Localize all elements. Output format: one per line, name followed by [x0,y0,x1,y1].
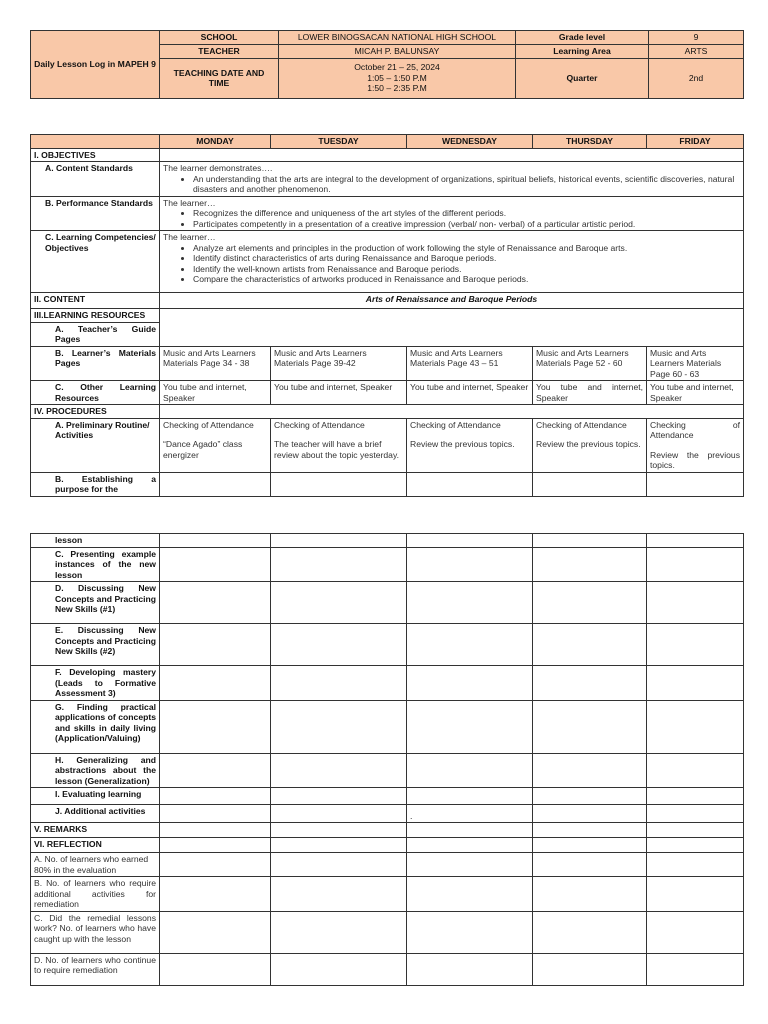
attendance-text: Checking of Attendance [410,419,501,430]
activity-text: Review the previous topics. [410,439,515,449]
quarter-label: Quarter [516,58,649,98]
cell [407,547,533,582]
establishing-label-top: B. Establishing a purpose for the [31,472,160,496]
cell [647,700,744,753]
competency-bullet: • Analyze art elements and principles in the production of work following the style of Renaissance and Baroque arts. [193,243,740,254]
preliminary-wednesday [407,418,533,472]
cell [533,547,647,582]
cell [533,953,647,985]
teachers-guide-label: A. Teacher’s Guide Pages [31,322,160,346]
cell [647,753,744,788]
procedures-label: IV. PROCEDURES [31,405,160,419]
cell [533,823,647,838]
performance-standards-label: B. Performance Standards [31,196,160,231]
teacher-label: TEACHER [160,44,279,58]
cell [647,911,744,953]
other-resources-label: C. Other Learning Resources [31,381,160,405]
cell [533,582,647,624]
performance-bullet: • Recognizes the difference and uniqueness of the art styles of the different periods. [193,208,740,219]
cell [271,534,407,548]
day-header-blank [31,135,160,149]
cell [533,788,647,805]
day-tuesday: TUESDAY [271,135,407,149]
activity-text: Review the previous topics. [536,439,641,449]
cell [533,753,647,788]
presenting-label: C. Presenting example instances of the new lesson [31,547,160,582]
header-table [30,30,744,99]
cell [271,953,407,985]
content-intro: The learner demonstrates…. [163,163,273,173]
other-thursday: You tube and internet, Speaker [533,381,647,405]
cell [271,472,407,496]
grade-value: 9 [649,31,744,45]
cell [647,666,744,701]
learners-wednesday: Music and Arts Learners Materials Page 43 – 51 [407,346,533,381]
cell [160,877,271,912]
cell [271,582,407,624]
cell [647,788,744,805]
preliminary-monday [160,418,271,472]
objectives-label: I. OBJECTIVES [31,148,160,162]
procedures-blank [160,405,744,419]
cell [160,666,271,701]
other-friday: You tube and internet, Speaker [647,381,744,405]
cell [647,624,744,666]
cell [160,547,271,582]
cell [271,805,407,823]
date-label: TEACHING DATE AND TIME [160,58,279,98]
time-line-2: 1:50 – 2:35 P.M [367,83,427,94]
day-wednesday: WEDNESDAY [407,135,533,149]
attendance-text: Checking of Attendance [650,419,740,440]
cell [533,534,647,548]
attendance-text: Checking of Attendance [274,419,365,430]
cell [271,911,407,953]
cell [271,853,407,877]
cell [160,700,271,753]
cell [647,823,744,838]
day-friday: FRIDAY [647,135,744,149]
cell [271,877,407,912]
cell [160,788,271,805]
learners-monday: Music and Arts Learners Materials Page 34 - 38 [160,346,271,381]
school-value: LOWER BINOGSACAN NATIONAL HIGH SCHOOL [279,31,516,45]
content-standards-value [160,162,744,197]
learners-tuesday: Music and Arts Learners Materials Page 39-42 [271,346,407,381]
cell [160,534,271,548]
reflection-c-label: C. Did the remedial lessons work? No. of learners who have caught up with the lesson [31,911,160,953]
cell [160,624,271,666]
lesson-table-2 [30,533,744,986]
cell [160,472,271,496]
cell [647,877,744,912]
other-tuesday: You tube and internet, Speaker [271,381,407,405]
cell [533,805,647,823]
cell [407,582,533,624]
date-value [279,58,516,98]
preliminary-tuesday [271,418,407,472]
cell [407,823,533,838]
cell [647,472,744,496]
cell [407,911,533,953]
preliminary-label: A. Preliminary Routine/ Activities [31,418,160,472]
cell [160,953,271,985]
cell [533,666,647,701]
cell [533,624,647,666]
reflection-label: VI. REFLECTION [31,838,160,853]
cell [271,700,407,753]
content-label: II. CONTENT [31,293,160,309]
school-label: SCHOOL [160,31,279,45]
performance-bullet: • Participates competently in a presentation of a creative impression (verbal/ non- verbal) of a particular artistic period. [193,219,740,230]
cell [533,877,647,912]
reflection-b-label: B. No. of learners who require additional activities for remediation [31,877,160,912]
objectives-blank [160,148,744,162]
cell [407,788,533,805]
cell [160,582,271,624]
cell [407,624,533,666]
performance-intro: The learner… [163,197,216,208]
cell [407,666,533,701]
cell [160,823,271,838]
cell [407,753,533,788]
cell [407,534,533,548]
cell [160,853,271,877]
teacher-value: MICAH P. BALUNSAY [279,44,516,58]
competency-bullet: • Identify the well-known artists from Renaissance and Baroque periods. [193,264,740,275]
activity-text: The teacher will have a brief review about the topic yesterday. [274,439,399,460]
time-line-1: 1:05 – 1:50 P.M [367,72,427,83]
cell [271,547,407,582]
cell [407,838,533,853]
area-value: ARTS [649,44,744,58]
log-title: Daily Lesson Log in MAPEH 9 [31,31,160,99]
cell [533,853,647,877]
cell [407,853,533,877]
activity-text: Review the previous topics. [650,449,740,470]
date-line-1: October 21 – 25, 2024 [354,62,440,73]
cell [407,472,533,496]
cell [271,838,407,853]
competencies-intro: The learner… [163,232,216,242]
cell [160,911,271,953]
competency-bullet: • Identify distinct characteristics of arts during Renaissance and Baroque periods. [193,253,740,264]
reflection-a-label: A. No. of learners who earned 80% in the evaluation [31,853,160,877]
reflection-d-label: D. No. of learners who continue to require remediation [31,953,160,985]
preliminary-thursday [533,418,647,472]
quarter-value: 2nd [649,58,744,98]
learners-friday: Music and Arts Learners Materials Page 60 - 63 [647,346,744,381]
discussing-2-label: E. Discussing New Concepts and Practicing New Skills (#2) [31,624,160,666]
competencies-value [160,231,744,293]
resources-blank [160,309,744,347]
resources-label: III.LEARNING RESOURCES [31,309,160,323]
activity-text: “Dance Agado” class energizer [163,439,243,460]
generalization-label: H. Generalizing and abstractions about the lesson (Generalization) [31,753,160,788]
competency-bullet: • Compare the characteristics of artworks produced in Renaissance and Baroque periods. [193,274,740,285]
cell [407,700,533,753]
cell [407,877,533,912]
attendance-text: Checking of Attendance [536,419,627,430]
cell [271,823,407,838]
cell [647,534,744,548]
cell [647,582,744,624]
content-standards-label: A. Content Standards [31,162,160,197]
performance-standards-value [160,196,744,231]
cell [160,805,271,823]
cell [647,838,744,853]
day-thursday: THURSDAY [533,135,647,149]
cell [647,853,744,877]
learners-materials-label: B. Learner’s Materials Pages [31,346,160,381]
evaluating-label: I. Evaluating learning [31,788,160,805]
learners-thursday: Music and Arts Learners Materials Page 52 - 60 [533,346,647,381]
cell [533,911,647,953]
cell [271,788,407,805]
developing-mastery-label: F. Developing mastery (Leads to Formative Assessment 3) [31,666,160,701]
establishing-label-bottom: lesson [31,534,160,548]
cell [647,547,744,582]
remarks-label: V. REMARKS [31,823,160,838]
cell [271,753,407,788]
other-monday: You tube and internet, Speaker [160,381,271,405]
discussing-1-label: D. Discussing New Concepts and Practicing New Skills (#1) [31,582,160,624]
additional-wednesday: . [407,805,533,823]
day-monday: MONDAY [160,135,271,149]
content-bullet: • An understanding that the arts are integral to the development of organizations, spiritual beliefs, historical events, scientific discoveries, natural disasters and another phenomenon. [193,174,740,195]
content-value: Arts of Renaissance and Baroque Periods [160,293,744,309]
cell [647,805,744,823]
competencies-label: C. Learning Competencies/ Objectives [31,231,160,293]
cell [271,666,407,701]
cell [160,753,271,788]
lesson-table-1 [30,134,744,497]
additional-activities-label: J. Additional activities [31,805,160,823]
other-wednesday: You tube and internet, Speaker [407,381,533,405]
cell [407,953,533,985]
cell [533,838,647,853]
cell [533,472,647,496]
cell [533,700,647,753]
attendance-text: Checking of Attendance [163,419,254,430]
cell [160,838,271,853]
grade-label: Grade level [516,31,649,45]
application-label: G. Finding practical applications of concepts and skills in daily living (Application/Valuing) [31,700,160,753]
area-label: Learning Area [516,44,649,58]
cell [647,953,744,985]
preliminary-friday [647,418,744,472]
cell [271,624,407,666]
